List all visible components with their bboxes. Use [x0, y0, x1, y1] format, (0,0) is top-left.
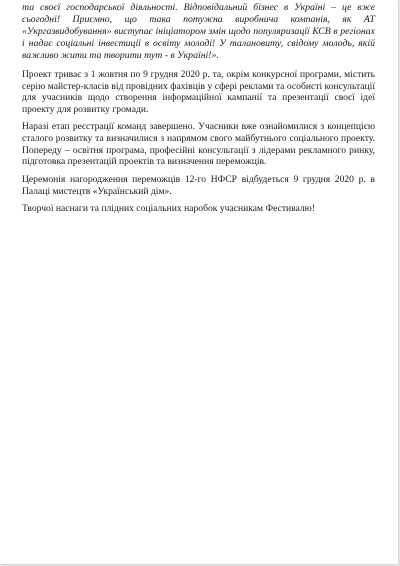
award-ceremony-paragraph: Церемонія нагородження переможців 12-го НФСР відбудеться 9 грудня 2020 р. в Палаці мистецтв «Український дім».: [22, 174, 375, 197]
project-description-paragraph: Проект триває з 1 жовтня по 9 грудня 2020 р. та, окрім конкурсної програми, містить серію майстер-класів від провідних фахівців у сфері реклами та особисті консультації для учасників щодо створення інформаційної кампанії та презентації своєї ідеї проекту для розвитку громади.: [22, 68, 375, 115]
quote-paragraph: та своєї господарської діяльності. Відповідальний бізнес в Україні – це вже сьогодні! Приємно, що така потужна виробнича компанія, як АТ «Укргазвидобування» виступає ініціатором змін щодо популяризації КСВ в регіонах і надає соціальні інвестиції в освіту молоді! У талановиту, свідому молодь, якій важливо жити та творити тут - в Україні!».: [22, 2, 375, 61]
registration-status-paragraph: Наразі етап реєстрації команд завершено. Учасники вже ознайомилися з концепцією сталого розвитку та визначилися з напрямом свого майбутнього соціального проекту. Попереду – освітня програма, професійні консультації з лідерами рекламного ринку, підготовка презентацій проектів та визначення переможців.: [22, 121, 375, 168]
document-body: [22, 2, 375, 221]
closing-wish-paragraph: Творчої наснаги та плідних соціальних наробок учасникам Фестивалю!: [22, 203, 316, 215]
